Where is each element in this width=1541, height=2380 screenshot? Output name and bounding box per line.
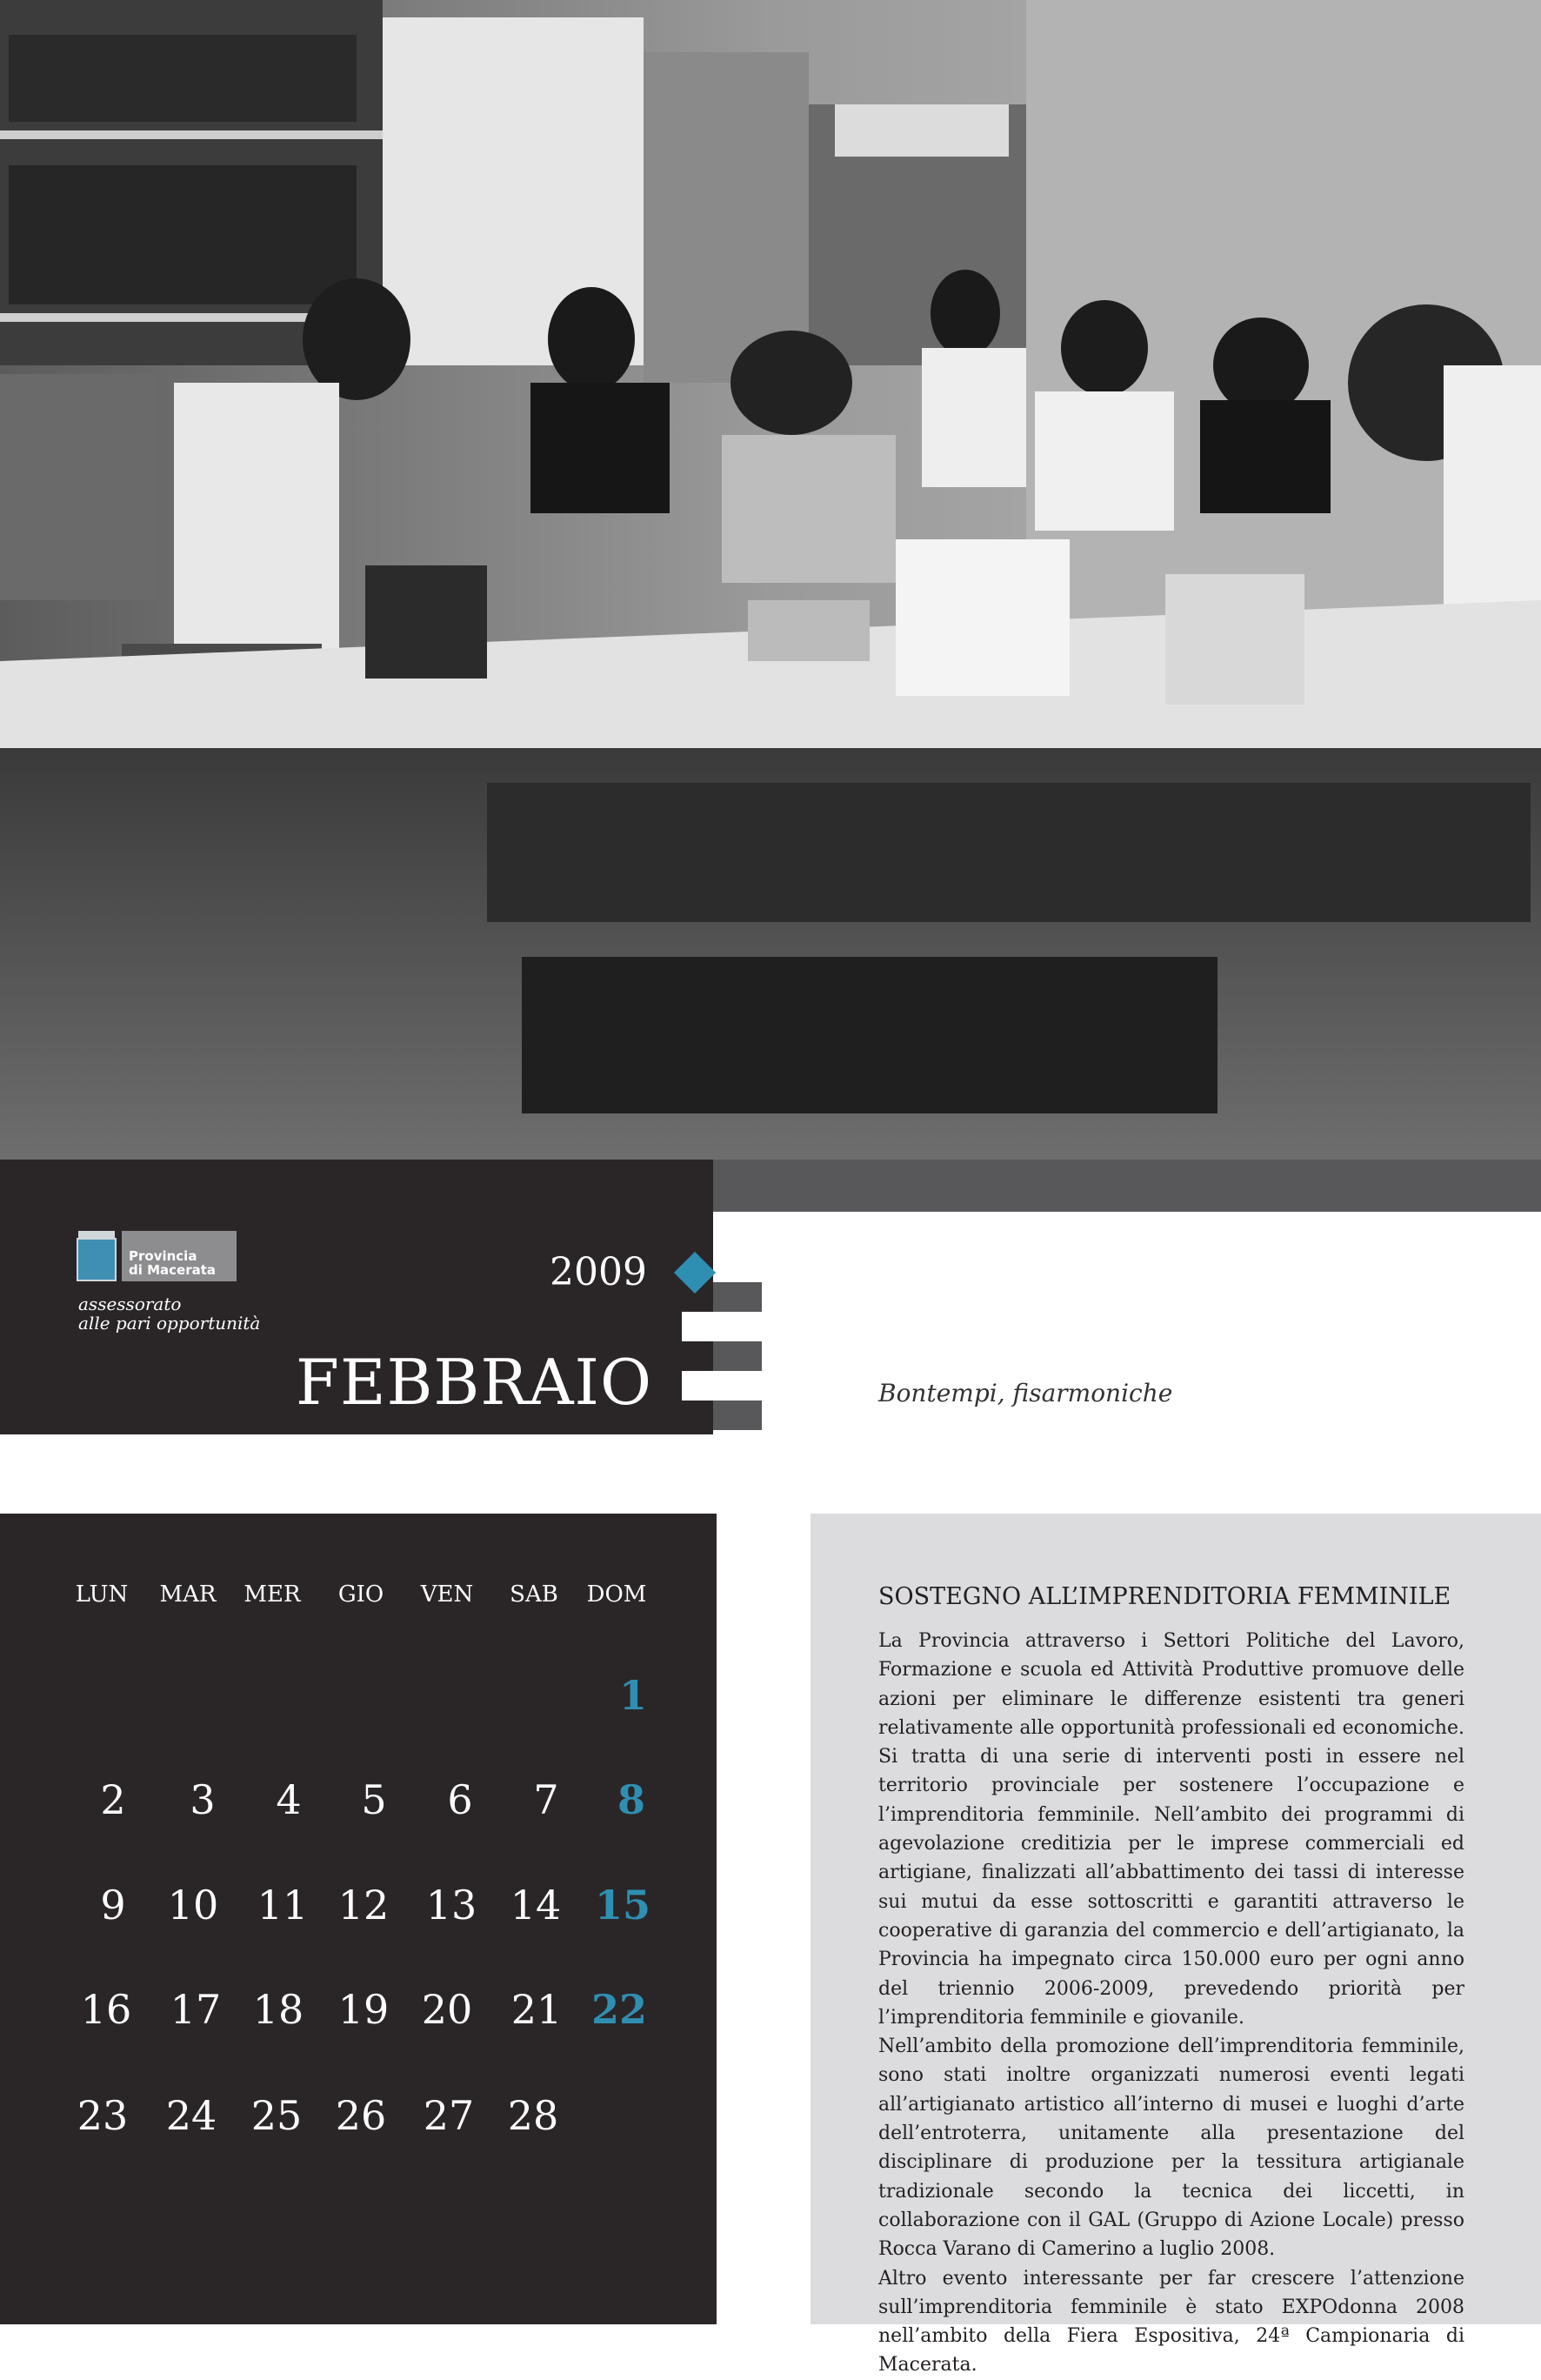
- crown-icon: [78, 1231, 115, 1238]
- calendar-date: 26: [335, 2092, 387, 2139]
- day-name: MAR: [159, 1581, 217, 1608]
- department-line1: assessorato: [78, 1294, 182, 1314]
- calendar-date: 7: [533, 1776, 559, 1823]
- calendar-date: 11: [257, 1882, 309, 1929]
- day-name: GIO: [337, 1581, 384, 1608]
- deco-square: [713, 1282, 762, 1312]
- calendar-date: 6: [447, 1776, 473, 1823]
- deco-square: [682, 1371, 730, 1401]
- article-paragraph: Nell’ambito della promozione dell’imprenditoria femminile, sono stati inoltre organizzati numerosi eventi legati all’artigianato artistico all’interno di musei e luoghi d’arte dell’entroterra, unitamente alla presentazione del disciplinare di produzione per la tessitura artigianale tradizionale secondo la tecnica dei liccetti, in collaborazione con il GAL (Gruppo di Azione Locale) presso Rocca Varano di Camerino a luglio 2008.: [878, 2036, 1464, 2261]
- article-paragraph: Altro evento interessante per far crescere l’attenzione sull’imprenditoria femminile è stato EXPOdonna 2008 nell’ambito della Fiera Espositiva, 24ª Campionaria di Macerata.: [878, 2267, 1464, 2377]
- calendar-date: 1: [618, 1672, 647, 1719]
- article-title: SOSTEGNO ALL’IMPRENDITORIA FEMMINILE: [878, 1583, 1451, 1610]
- calendar-date: 17: [170, 1986, 222, 2033]
- header-gray-strip: [713, 1160, 1541, 1212]
- calendar-date: 28: [507, 2092, 559, 2139]
- day-name: MER: [243, 1581, 301, 1608]
- deco-square: [713, 1341, 762, 1371]
- calendar-date: 16: [80, 1986, 132, 2033]
- calendar-date: 10: [167, 1882, 219, 1929]
- calendar-date: 24: [165, 2092, 217, 2139]
- calendar-date: 8: [617, 1776, 645, 1823]
- deco-square: [713, 1401, 762, 1430]
- article-body: [878, 1627, 1464, 2380]
- calendar-date: 19: [337, 1986, 390, 2033]
- logo-name-line1: Provincia: [129, 1248, 197, 1264]
- deco-square: [682, 1312, 730, 1341]
- calendar-date: 3: [190, 1776, 216, 1823]
- calendar-date: 23: [77, 2092, 129, 2139]
- provincia-logo: [77, 1231, 237, 1283]
- calendar-date: 2: [100, 1776, 126, 1823]
- article-paragraph: La Provincia attraverso i Settori Politiche del Lavoro, Formazione e scuola ed Attività Produttive promuove delle azioni per eliminare le differenze esistenti tra generi relativamente alle opportunità professionali ed economiche. Si tratta di una serie di interventi posti in essere nel territorio provinciale per sostenere l’occupazione e l’imprenditoria femminile. Nell’ambito dei programmi di agevolazione creditizia per le imprese commerciali ed artigiane, finalizzati all’abbattimento dei tassi di interesse sui mutui da esse sottoscritti e garantiti attraverso le cooperative di garanzia del commercio e dell’artigianato, la Provincia ha impegnato circa 150.000 euro per ogni anno del triennio 2006-2009, prevedendo priorità per l’imprenditoria femminile e giovanile.: [878, 1630, 1464, 2029]
- day-name: VEN: [420, 1581, 474, 1608]
- calendar-date: 9: [100, 1882, 126, 1929]
- year-label: 2009: [550, 1250, 647, 1294]
- day-name: SAB: [510, 1581, 558, 1608]
- logo-name-line2: di Macerata: [129, 1262, 217, 1278]
- day-name: LUN: [75, 1581, 129, 1608]
- calendar-date: 21: [510, 1986, 563, 2033]
- department-line2: alle pari opportunità: [78, 1313, 261, 1334]
- calendar-date: 20: [421, 1986, 473, 2033]
- calendar-date: 15: [594, 1882, 650, 1929]
- calendar-date: 14: [510, 1882, 562, 1929]
- calendar-date: 27: [423, 2092, 475, 2139]
- calendar-date: 12: [337, 1882, 390, 1929]
- photo-caption: Bontempi, fisarmoniche: [878, 1379, 1173, 1407]
- calendar-date: 5: [361, 1776, 387, 1823]
- calendar-date: 13: [425, 1882, 477, 1929]
- department-label: [78, 1294, 260, 1333]
- day-name: DOM: [586, 1581, 647, 1608]
- month-title: FEBBRAIO: [296, 1346, 653, 1419]
- calendar-date: 4: [276, 1776, 302, 1823]
- calendar-date: 25: [250, 2092, 303, 2139]
- workshop-photo: [0, 0, 1541, 1160]
- calendar-date: 22: [590, 1986, 647, 2033]
- coat-of-arms-icon: [77, 1238, 117, 1281]
- calendar-date: 18: [252, 1986, 304, 2033]
